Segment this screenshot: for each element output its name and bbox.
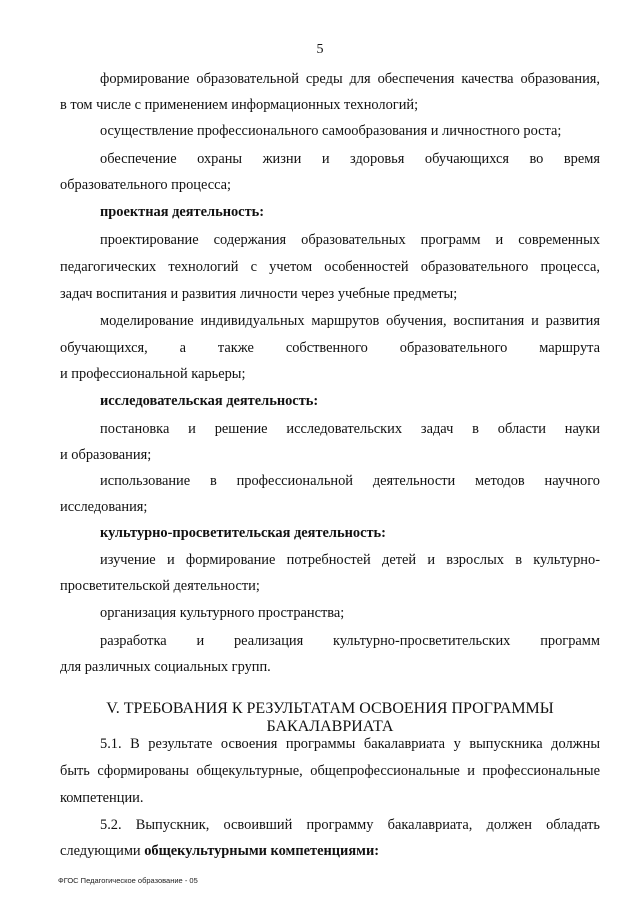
- text-line: использование в профессиональной деятельности методов научного: [100, 473, 600, 489]
- text-line: организация культурного пространства;: [100, 605, 345, 621]
- page-number: 5: [316, 42, 324, 57]
- subheading-project: проектная деятельность:: [100, 204, 265, 220]
- text-line: просветительской деятельности;: [60, 578, 260, 594]
- text-line: моделирование индивидуальных маршрутов обучения, воспитания и развития: [100, 313, 600, 329]
- text-line: обучающихся, а также собственного образовательного маршрута: [60, 340, 600, 356]
- text-line: и профессиональной карьеры;: [60, 366, 246, 382]
- section-title: [60, 700, 600, 736]
- paragraph-5-1-line: компетенции.: [60, 790, 144, 806]
- text-line: в том числе с применением информационных технологий;: [60, 97, 419, 113]
- text-line: педагогических технологий с учетом особенностей образовательного процесса,: [60, 259, 600, 275]
- paragraph-5-2-line: 5.2. Выпускник, освоивший программу бакалавриата, должен обладать: [100, 817, 600, 833]
- subheading-culture: культурно-просветительская деятельность:: [100, 525, 386, 541]
- text-line: изучение и формирование потребностей детей и взрослых в культурно-: [100, 552, 600, 568]
- paragraph-5-2-prefix: следующими: [60, 843, 145, 859]
- text-line: для различных социальных групп.: [60, 659, 271, 675]
- text-line: формирование образовательной среды для обеспечения качества образования,: [100, 71, 600, 87]
- paragraph-5-1-line: быть сформированы общекультурные, общепрофессиональные и профессиональные: [60, 763, 600, 779]
- paragraph-5-2-line: [60, 842, 379, 860]
- subheading-research: исследовательская деятельность:: [100, 393, 319, 409]
- paragraph-5-1-line: 5.1. В результате освоения программы бакалавриата у выпускника должны: [100, 736, 600, 752]
- text-line: постановка и решение исследовательских задач в области науки: [100, 421, 600, 437]
- text-line: и образования;: [60, 447, 152, 463]
- text-line: разработка и реализация культурно-просветительских программ: [100, 633, 600, 649]
- text-line: образовательного процесса;: [60, 177, 232, 193]
- text-line: исследования;: [60, 499, 148, 515]
- text-line: задач воспитания и развития личности через учебные предметы;: [60, 286, 458, 302]
- text-line: проектирование содержания образовательных программ и современных: [100, 232, 600, 248]
- text-line: обеспечение охраны жизни и здоровья обучающихся во время: [100, 151, 600, 167]
- section-title-line1: V. ТРЕБОВАНИЯ К РЕЗУЛЬТАТАМ ОСВОЕНИЯ ПРОГРАММЫ: [106, 700, 554, 717]
- text-line: осуществление профессионального самообразования и личностного роста;: [100, 123, 562, 139]
- paragraph-5-2-bold: общекультурными компетенциями:: [144, 843, 380, 859]
- document-footer: ФГОС Педагогическое образование - 05: [58, 876, 198, 885]
- section-title-line2: БАКАЛАВРИАТА: [266, 718, 394, 735]
